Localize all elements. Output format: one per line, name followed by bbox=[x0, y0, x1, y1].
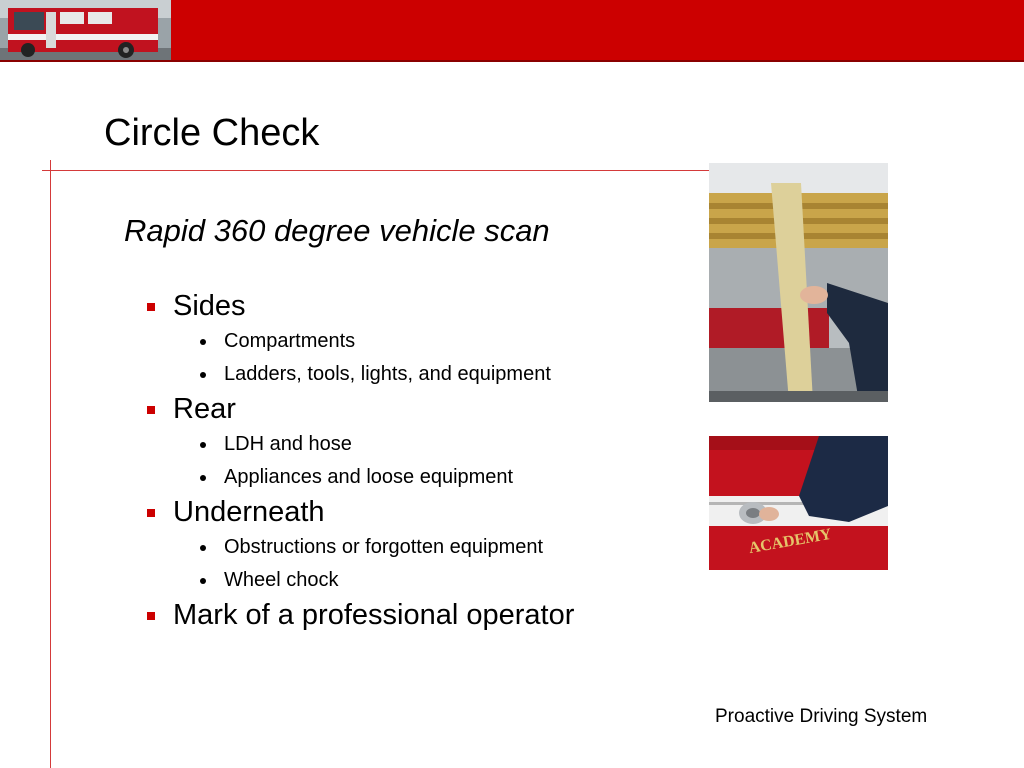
round-bullet-icon bbox=[200, 578, 206, 584]
bullet-item bbox=[147, 597, 574, 634]
round-bullet-icon bbox=[200, 372, 206, 378]
sub-bullet-item bbox=[147, 564, 574, 597]
vertical-rule bbox=[50, 160, 51, 768]
sub-bullet-text: Wheel chock bbox=[224, 569, 339, 591]
round-bullet-icon bbox=[200, 545, 206, 551]
slide-title: Circle Check bbox=[104, 112, 320, 154]
round-bullet-icon bbox=[200, 442, 206, 448]
bullet-item bbox=[147, 391, 574, 428]
square-bullet-icon bbox=[147, 509, 155, 517]
footer-text: Proactive Driving System bbox=[715, 706, 928, 727]
sub-bullet-item bbox=[147, 461, 574, 494]
sub-bullet-text: Obstructions or forgotten equipment bbox=[224, 536, 544, 558]
sub-bullet-text: Appliances and loose equipment bbox=[224, 466, 514, 488]
round-bullet-icon bbox=[200, 475, 206, 481]
horizontal-rule bbox=[42, 170, 710, 171]
sub-bullet-text: Ladders, tools, lights, and equipment bbox=[224, 363, 551, 385]
compartment-door-photo bbox=[709, 436, 888, 570]
bullet-item bbox=[147, 494, 574, 531]
sub-bullet-item bbox=[147, 325, 574, 358]
round-bullet-icon bbox=[200, 339, 206, 345]
bullet-text: Mark of a professional operator bbox=[173, 599, 575, 631]
bullet-list bbox=[147, 288, 574, 634]
bullet-text: Sides bbox=[173, 290, 246, 322]
slide-subtitle: Rapid 360 degree vehicle scan bbox=[124, 213, 550, 248]
bullet-item bbox=[147, 288, 574, 325]
square-bullet-icon bbox=[147, 406, 155, 414]
bullet-text: Rear bbox=[173, 393, 236, 425]
sub-bullet-item bbox=[147, 428, 574, 461]
academy-lettering: ACADEMY bbox=[747, 525, 833, 558]
fire-engine-photo bbox=[0, 0, 171, 60]
sub-bullet-text: Compartments bbox=[224, 330, 356, 352]
sub-bullet-text: LDH and hose bbox=[224, 433, 352, 455]
sub-bullet-item bbox=[147, 531, 574, 564]
square-bullet-icon bbox=[147, 303, 155, 311]
bullet-text: Underneath bbox=[173, 496, 325, 528]
square-bullet-icon bbox=[147, 612, 155, 620]
hose-bed-photo bbox=[709, 163, 888, 402]
sub-bullet-item bbox=[147, 358, 574, 391]
